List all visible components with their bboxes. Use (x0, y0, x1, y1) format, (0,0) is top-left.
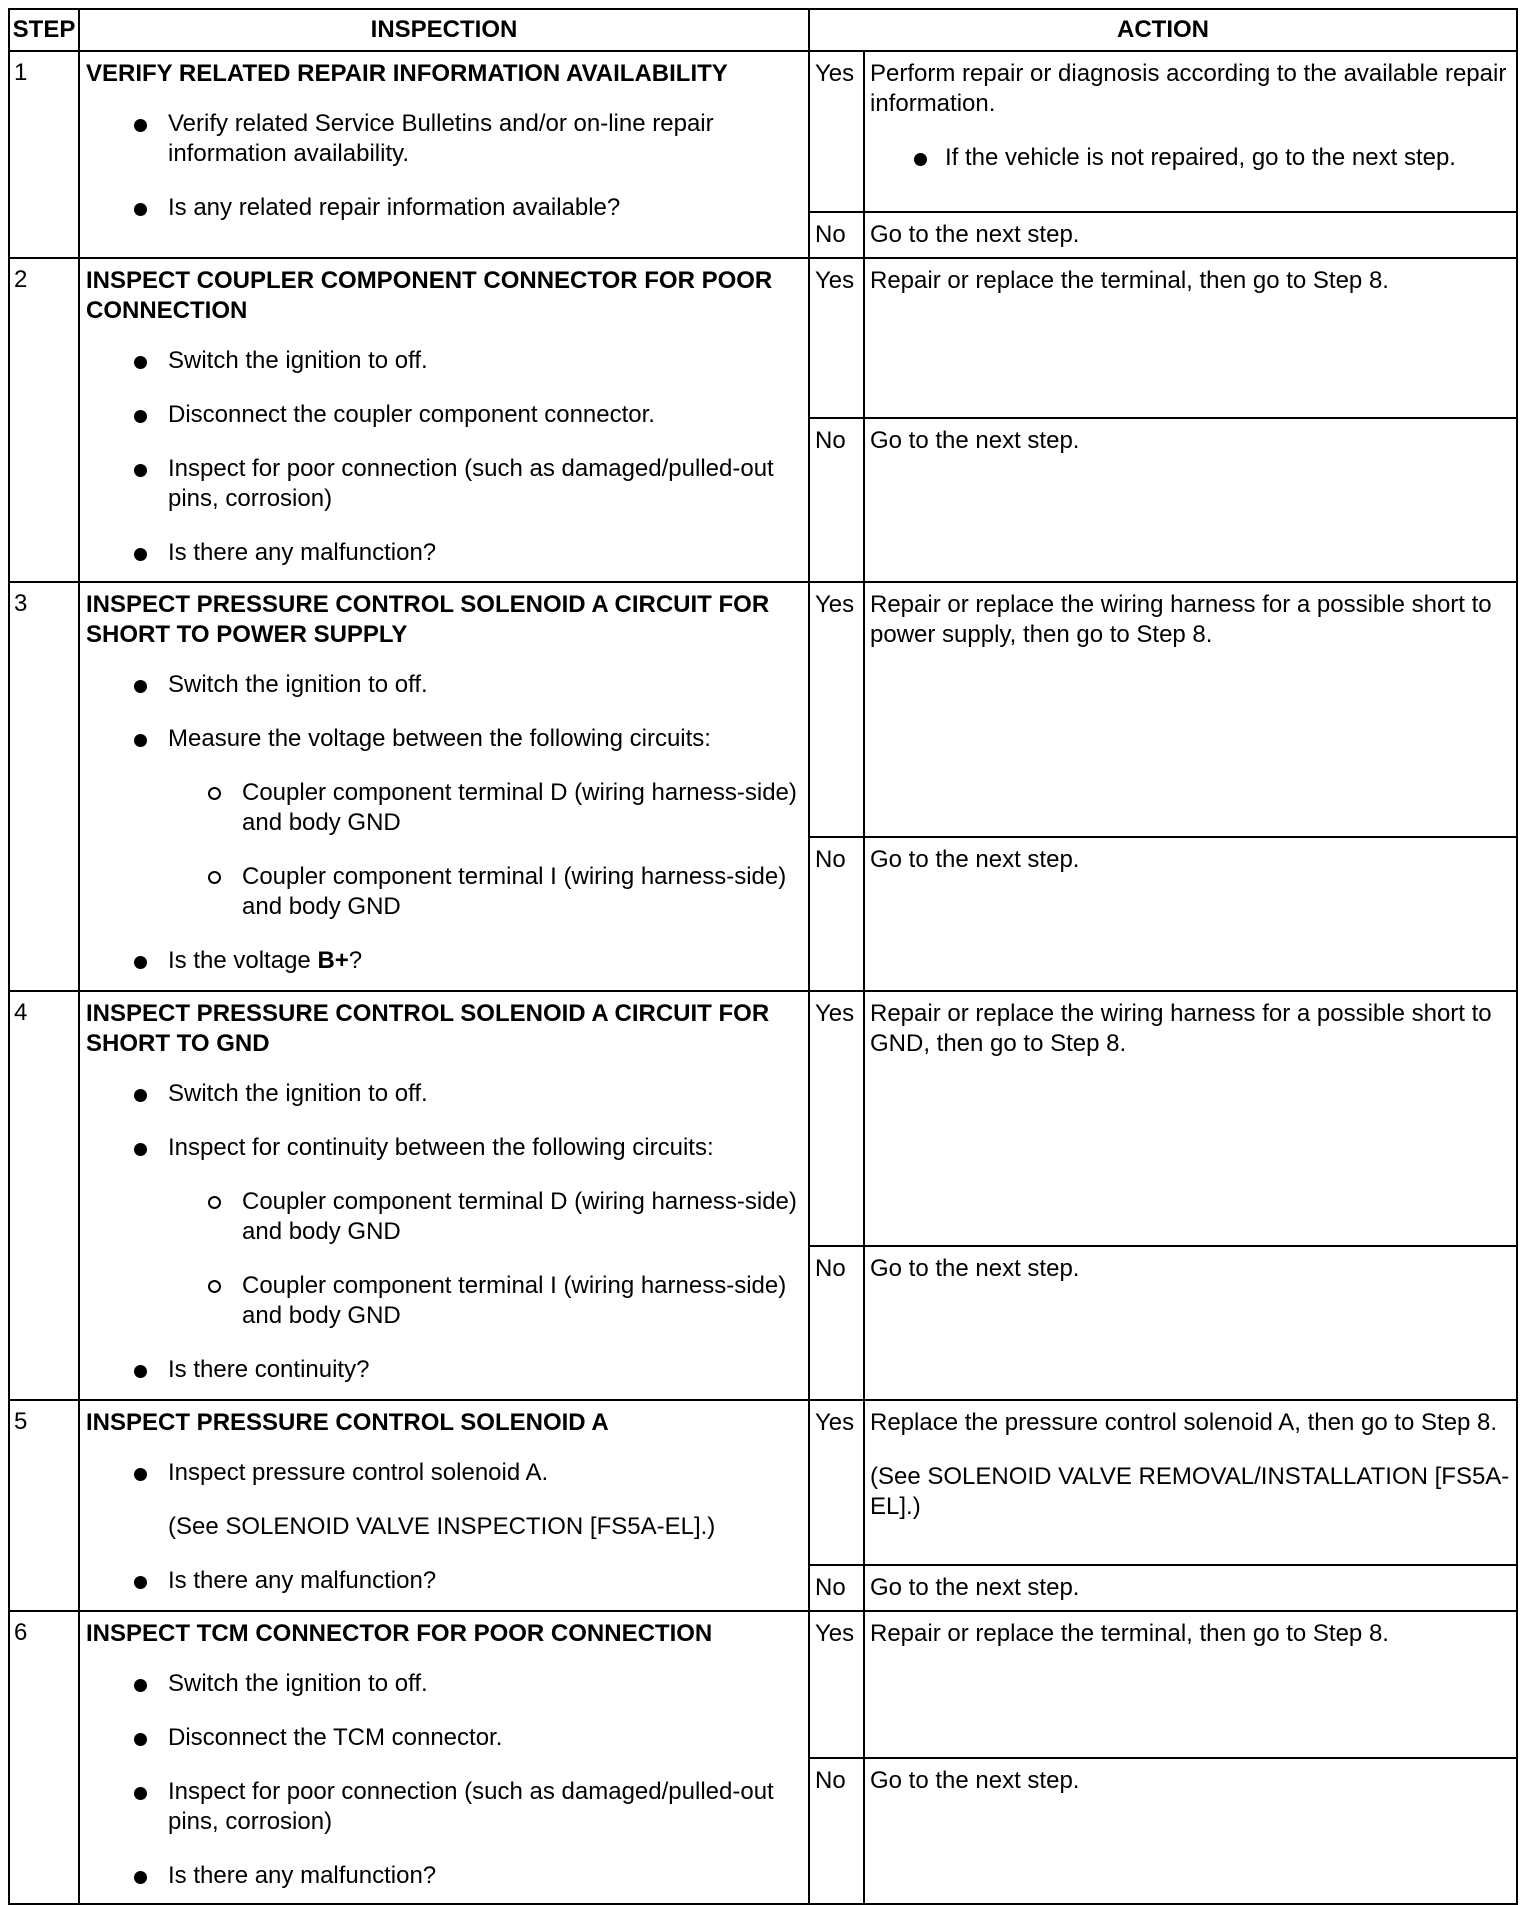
reference-note: (See SOLENOID VALVE INSPECTION [FS5A-EL].) (168, 1513, 716, 1540)
yes-action: Repair or replace the terminal, then go to Step 8. (864, 258, 1517, 418)
yes-action: Repair or replace the wiring harness for a possible short to GND, then go to Step 8. (864, 991, 1517, 1246)
question-suffix: ? (348, 947, 363, 974)
bullet-item: Measure the voltage between the following circuits: (86, 724, 802, 754)
no-label: No (809, 837, 864, 991)
no-label: No (809, 1246, 864, 1400)
no-label: No (809, 212, 864, 258)
question-value: B+ (317, 947, 349, 974)
action-reference: (See SOLENOID VALVE REMOVAL/INSTALLATION [FS5A-EL].) (870, 1463, 1510, 1520)
sub-bullet-item: Coupler component terminal I (wiring harness-side) and body GND (86, 1271, 802, 1331)
no-action: Go to the next step. (864, 418, 1517, 582)
sub-bullet-item: Coupler component terminal D (wiring harness-side) and body GND (86, 1187, 802, 1247)
step-title: INSPECT TCM CONNECTOR FOR POOR CONNECTION (86, 1620, 713, 1647)
step-3-yes-row (9, 582, 1517, 837)
yes-label: Yes (809, 1611, 864, 1758)
bullet-item: Switch the ignition to off. (86, 670, 802, 700)
step-4-yes-row (9, 991, 1517, 1246)
step-title: INSPECT COUPLER COMPONENT CONNECTOR FOR POOR CONNECTION (86, 267, 773, 324)
step-number: 2 (9, 258, 79, 582)
yes-label: Yes (809, 991, 864, 1246)
sub-bullet-item: Coupler component terminal D (wiring harness-side) and body GND (86, 778, 802, 838)
yes-label: Yes (809, 582, 864, 837)
step-number: 4 (9, 991, 79, 1400)
bullet-item: Is there continuity? (86, 1355, 802, 1385)
no-label: No (809, 418, 864, 582)
step-number: 3 (9, 582, 79, 991)
step-inspection (79, 582, 809, 991)
step-inspection (79, 991, 809, 1400)
step-6-yes-row (9, 1611, 1517, 1758)
action-text: Replace the pressure control solenoid A, then go to Step 8. (870, 1409, 1498, 1436)
no-label: No (809, 1565, 864, 1611)
step-1-yes-row (9, 51, 1517, 212)
question-text: Is the voltage (168, 947, 318, 974)
bullet-item: Switch the ignition to off. (86, 1079, 802, 1109)
header-step: STEP (9, 9, 79, 51)
bullet-item: Inspect for poor connection (such as damaged/pulled-out pins, corrosion) (86, 454, 802, 514)
bullet-item: Inspect for continuity between the following circuits: (86, 1133, 802, 1163)
bullet-item: Switch the ignition to off. (86, 346, 802, 376)
step-inspection (79, 1400, 809, 1611)
step-inspection (79, 258, 809, 582)
bullet-item: Disconnect the coupler component connector. (86, 400, 802, 430)
bullet-item: Verify related Service Bulletins and/or on-line repair information availability. (86, 109, 802, 169)
header-inspection: INSPECTION (79, 9, 809, 51)
step-2-yes-row (9, 258, 1517, 418)
step-title: INSPECT PRESSURE CONTROL SOLENOID A (86, 1409, 609, 1436)
yes-action (864, 1400, 1517, 1565)
yes-action: Repair or replace the wiring harness for a possible short to power supply, then go to Step 8. (864, 582, 1517, 837)
header-action: ACTION (809, 9, 1517, 51)
bullet-item-question (86, 946, 802, 976)
table-header-row (9, 9, 1517, 51)
step-inspection (79, 51, 809, 258)
bullet-item: Is there any malfunction? (86, 538, 802, 568)
yes-label: Yes (809, 258, 864, 418)
no-label: No (809, 1758, 864, 1904)
step-number: 1 (9, 51, 79, 258)
yes-label: Yes (809, 1400, 864, 1565)
sub-bullet-item: Coupler component terminal I (wiring harness-side) and body GND (86, 862, 802, 922)
action-bullet: If the vehicle is not repaired, go to the next step. (870, 143, 1511, 173)
bullet-item: Disconnect the TCM connector. (86, 1723, 802, 1753)
no-action: Go to the next step. (864, 1246, 1517, 1400)
diagnostic-table (8, 8, 1518, 1905)
action-text: Perform repair or diagnosis according to the available repair information. (870, 60, 1507, 117)
yes-label: Yes (809, 51, 864, 212)
bullet-item: Inspect pressure control solenoid A. (86, 1458, 802, 1488)
bullet-item: Switch the ignition to off. (86, 1669, 802, 1699)
no-action: Go to the next step. (864, 212, 1517, 258)
step-title: INSPECT PRESSURE CONTROL SOLENOID A CIRCUIT FOR SHORT TO GND (86, 1000, 770, 1057)
bullet-item: Inspect for poor connection (such as damaged/pulled-out pins, corrosion) (86, 1777, 802, 1837)
no-action: Go to the next step. (864, 1758, 1517, 1904)
step-title: VERIFY RELATED REPAIR INFORMATION AVAILABILITY (86, 60, 728, 87)
step-inspection (79, 1611, 809, 1904)
step-5-yes-row (9, 1400, 1517, 1565)
yes-action: Repair or replace the terminal, then go to Step 8. (864, 1611, 1517, 1758)
no-action: Go to the next step. (864, 837, 1517, 991)
bullet-item: Is any related repair information available? (86, 193, 802, 223)
yes-action (864, 51, 1517, 212)
step-number: 5 (9, 1400, 79, 1611)
diagnostic-procedure-document (8, 8, 1518, 1905)
step-number: 6 (9, 1611, 79, 1904)
no-action: Go to the next step. (864, 1565, 1517, 1611)
bullet-item: Is there any malfunction? (86, 1566, 802, 1596)
step-title: INSPECT PRESSURE CONTROL SOLENOID A CIRCUIT FOR SHORT TO POWER SUPPLY (86, 591, 770, 648)
bullet-item: Is there any malfunction? (86, 1861, 802, 1891)
